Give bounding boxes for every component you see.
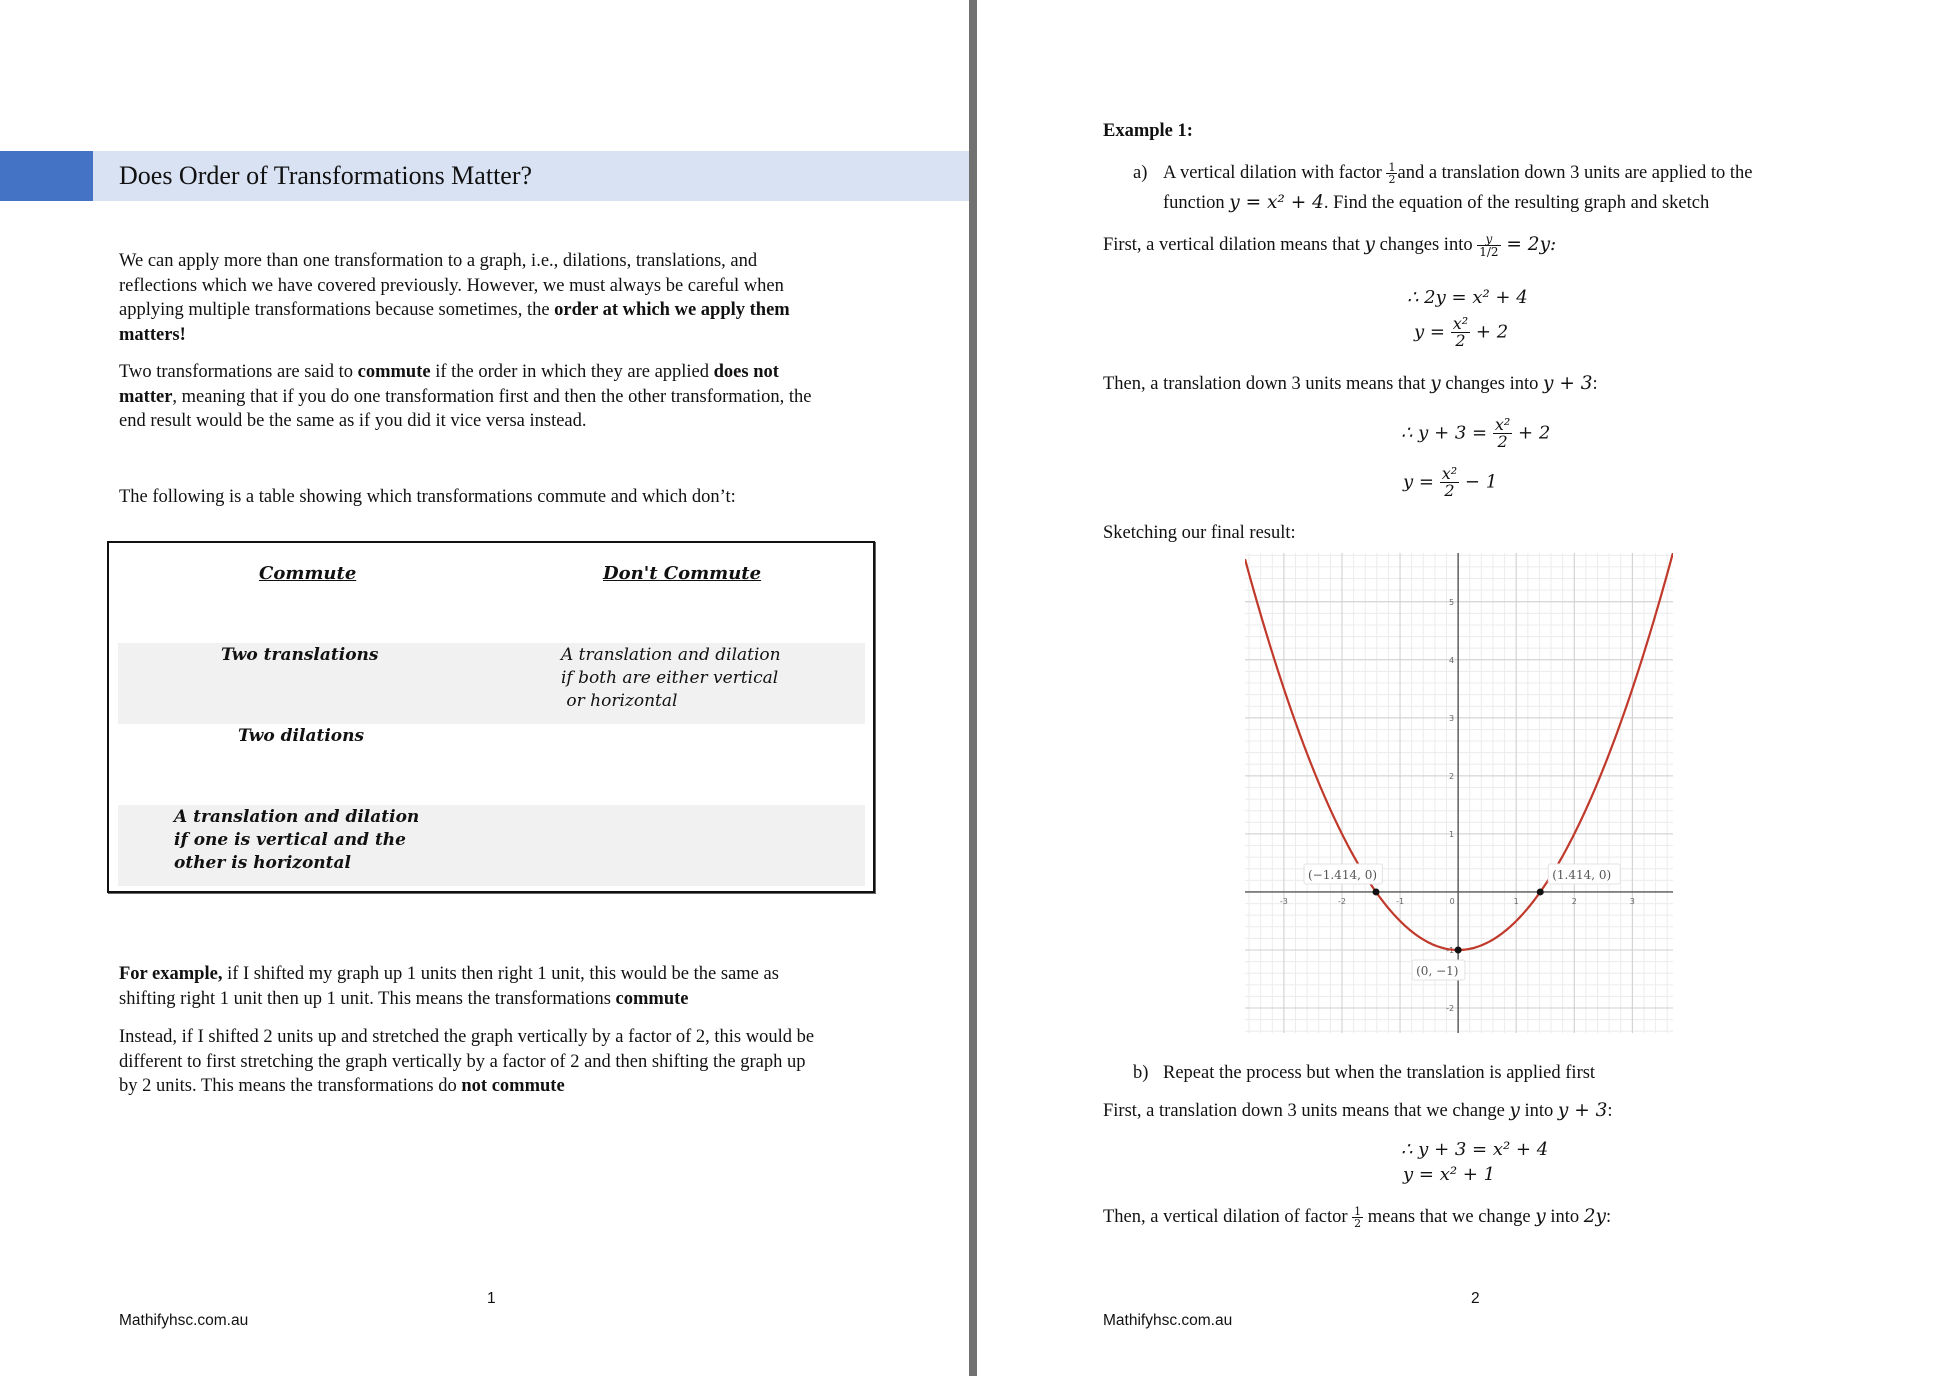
lhs: y = <box>1414 321 1445 343</box>
step4-text <box>1103 1205 1611 1230</box>
cell-line: or horizontal <box>561 691 678 711</box>
definition-line <box>119 385 879 410</box>
page-title: Does Order of Transformations Matter? <box>119 161 533 190</box>
point-label: (−1.414, 0) <box>1308 867 1378 882</box>
x-tick-label: -1 <box>1396 896 1405 906</box>
step3-text <box>1103 1099 1613 1124</box>
cell-line: A translation and dilation <box>561 645 781 665</box>
intro-bold: order at which we apply them <box>554 300 790 320</box>
x-tick-label: 2 <box>1571 896 1577 906</box>
intro-line <box>119 298 879 323</box>
cell-line: if both are either vertical <box>561 668 779 688</box>
fraction <box>1477 233 1500 258</box>
definition-line <box>119 360 879 385</box>
footer-site: Mathifyhsc.com.au <box>1103 1312 1233 1329</box>
example-paragraph <box>119 962 879 1011</box>
y-tick-label: 5 <box>1449 597 1455 607</box>
text: : <box>1605 1207 1612 1227</box>
numerator: y <box>1477 233 1500 246</box>
text: First, a vertical dilation means that <box>1103 235 1365 255</box>
step1-text <box>1103 233 1556 258</box>
text: Two transformations are said to <box>119 362 358 382</box>
math: y <box>1535 1206 1546 1227</box>
rhs: − 1 <box>1464 471 1498 493</box>
text: and a translation down 3 units are applied to the <box>1397 163 1753 183</box>
fraction <box>1440 466 1459 499</box>
equation-1: ∴ 2y = x² + 4 <box>1407 287 1528 308</box>
x-tick-label: -3 <box>1279 896 1288 906</box>
denominator: 2 <box>1354 1217 1362 1231</box>
math: 2y <box>1583 1206 1606 1227</box>
math: y + 3 <box>1557 1100 1608 1121</box>
bold-text: commute <box>615 988 689 1009</box>
example-line <box>119 962 879 987</box>
point-label: (0, −1) <box>1416 964 1459 979</box>
x-tick-label: 3 <box>1629 896 1635 906</box>
fraction <box>1386 162 1397 185</box>
instead-paragraph <box>119 1025 879 1099</box>
parabola-graph <box>1245 553 1673 1033</box>
x-tick-label: 0 <box>1449 896 1455 906</box>
text: Then, a translation down 3 units means that <box>1103 374 1431 394</box>
table-intro: The following is a table showing which transformations commute and which don’t: <box>119 487 736 507</box>
commute-definition-paragraph <box>119 360 879 434</box>
intro-paragraph <box>119 249 879 347</box>
table-cell: Two dilations <box>238 726 365 746</box>
equation-2 <box>1414 316 1508 349</box>
key-point <box>1537 888 1544 895</box>
example-heading: Example 1: <box>1103 121 1193 141</box>
text: : <box>1607 1101 1613 1121</box>
math: = 2y: <box>1500 234 1557 255</box>
text: changes into <box>1440 374 1543 394</box>
definition-line: end result would be the same as if you did it vice versa instead. <box>119 411 587 431</box>
math: y <box>1509 1100 1520 1121</box>
table-cell <box>174 806 419 875</box>
math: y + 3 <box>1543 373 1593 394</box>
numerator: x² <box>1441 464 1458 483</box>
y-tick-label: -2 <box>1446 1004 1455 1014</box>
math: y <box>1364 234 1375 255</box>
rhs: + 2 <box>1475 321 1509 343</box>
text: if the order in which they are applied <box>430 362 714 382</box>
instead-line: different to first stretching the graph vertically by a factor of 2 and then shifting the graph up <box>119 1051 806 1072</box>
text: , meaning that if you do one transformation first and then the other transformation, the <box>172 386 812 407</box>
intro-line: We can apply more than one transformation to a graph, i.e., dilations, translations, and <box>119 251 758 271</box>
bold-text: matter <box>119 386 173 407</box>
table-header-commute: Commute <box>259 563 357 584</box>
y-tick-label: 3 <box>1449 713 1455 723</box>
math: y = x² + 4 <box>1229 192 1324 213</box>
denominator: 2 <box>1497 432 1508 451</box>
denominator: 2 <box>1455 331 1466 350</box>
intro-bold: matters! <box>119 324 186 345</box>
y-tick-label: 1 <box>1449 829 1455 839</box>
bold-text: not commute <box>461 1076 565 1096</box>
table-cell: Two translations <box>221 645 379 665</box>
lhs: y = <box>1403 471 1434 493</box>
page-number: 2 <box>1471 1290 1480 1307</box>
part-b-marker: b) <box>1133 1063 1149 1083</box>
page-number: 1 <box>487 1290 496 1307</box>
intro-line <box>119 323 879 348</box>
text: Then, a vertical dilation of factor <box>1103 1207 1348 1227</box>
text: changes into <box>1374 235 1473 255</box>
step2-text <box>1103 372 1598 397</box>
denominator: 2 <box>1444 481 1455 500</box>
cell-line: A translation and dilation <box>174 807 420 827</box>
intro-text: applying multiple transformations because sometimes, the <box>119 300 555 320</box>
part-a-marker: a) <box>1133 163 1148 183</box>
x-tick-label: -2 <box>1337 896 1346 906</box>
text: function <box>1163 193 1230 213</box>
denominator: 1/2 <box>1479 245 1499 260</box>
equation-4 <box>1403 466 1497 499</box>
rhs: + 2 <box>1518 422 1551 444</box>
cell-line: other is horizontal <box>174 853 351 873</box>
numerator: 1 <box>1354 1205 1362 1219</box>
numerator: x² <box>1494 415 1511 434</box>
text: : <box>1592 374 1598 394</box>
y-tick-label: -1 <box>1446 946 1455 956</box>
text: means that we change <box>1363 1207 1536 1227</box>
text: First, a translation down 3 units means that we change <box>1103 1101 1510 1121</box>
table-cell <box>561 644 781 713</box>
bold-text: does not <box>713 362 779 382</box>
footer-site: Mathifyhsc.com.au <box>119 1312 249 1329</box>
x-tick-label: 1 <box>1513 896 1519 906</box>
equation-6: y = x² + 1 <box>1403 1164 1496 1185</box>
instead-line: Instead, if I shifted 2 units up and stretched the graph vertically by a factor of 2, this would be <box>119 1027 815 1047</box>
point-label: (1.414, 0) <box>1552 867 1612 882</box>
example-line <box>119 987 879 1012</box>
bold-text: For example, <box>119 964 223 984</box>
text: shifting right 1 unit then up 1 unit. This means the transformations <box>119 988 616 1009</box>
lhs: ∴ y + 3 = <box>1401 422 1488 444</box>
page-1 <box>0 0 969 1376</box>
numerator: 1 <box>1388 161 1396 175</box>
y-tick-label: 4 <box>1449 655 1455 665</box>
title-accent-block <box>0 151 93 201</box>
fraction <box>1493 417 1512 450</box>
fraction <box>1451 316 1470 349</box>
text: . Find the equation of the resulting graph and sketch <box>1323 193 1710 213</box>
text: if I shifted my graph up 1 units then right 1 unit, this would be the same as <box>222 964 779 984</box>
math: y <box>1430 373 1441 394</box>
table-header-dont-commute: Don't Commute <box>603 563 762 584</box>
intro-line: reflections which we have covered previously. However, we must always be careful when <box>119 275 784 296</box>
bold-text: commute <box>357 362 431 382</box>
sketch-label: Sketching our final result: <box>1103 523 1296 543</box>
key-points <box>1304 864 1620 980</box>
cell-line: if one is vertical and the <box>174 830 406 850</box>
instead-line <box>119 1074 879 1099</box>
y-tick-label: 2 <box>1449 771 1455 781</box>
part-a-line2 <box>1163 191 1709 216</box>
numerator: x² <box>1452 314 1469 333</box>
text: into <box>1545 1207 1584 1227</box>
equation-3 <box>1401 417 1550 450</box>
key-point <box>1373 888 1380 895</box>
text: by 2 units. This means the transformations do <box>119 1076 462 1096</box>
denominator: 2 <box>1388 173 1396 187</box>
key-point <box>1455 947 1462 954</box>
part-b-text: Repeat the process but when the translation is applied first <box>1163 1063 1596 1083</box>
part-a-line1 <box>1163 161 1753 186</box>
fraction <box>1352 1206 1363 1229</box>
text: A vertical dilation with factor <box>1163 163 1382 183</box>
equation-5: ∴ y + 3 = x² + 4 <box>1401 1139 1549 1160</box>
page-divider <box>969 0 977 1376</box>
text: into <box>1519 1101 1558 1121</box>
